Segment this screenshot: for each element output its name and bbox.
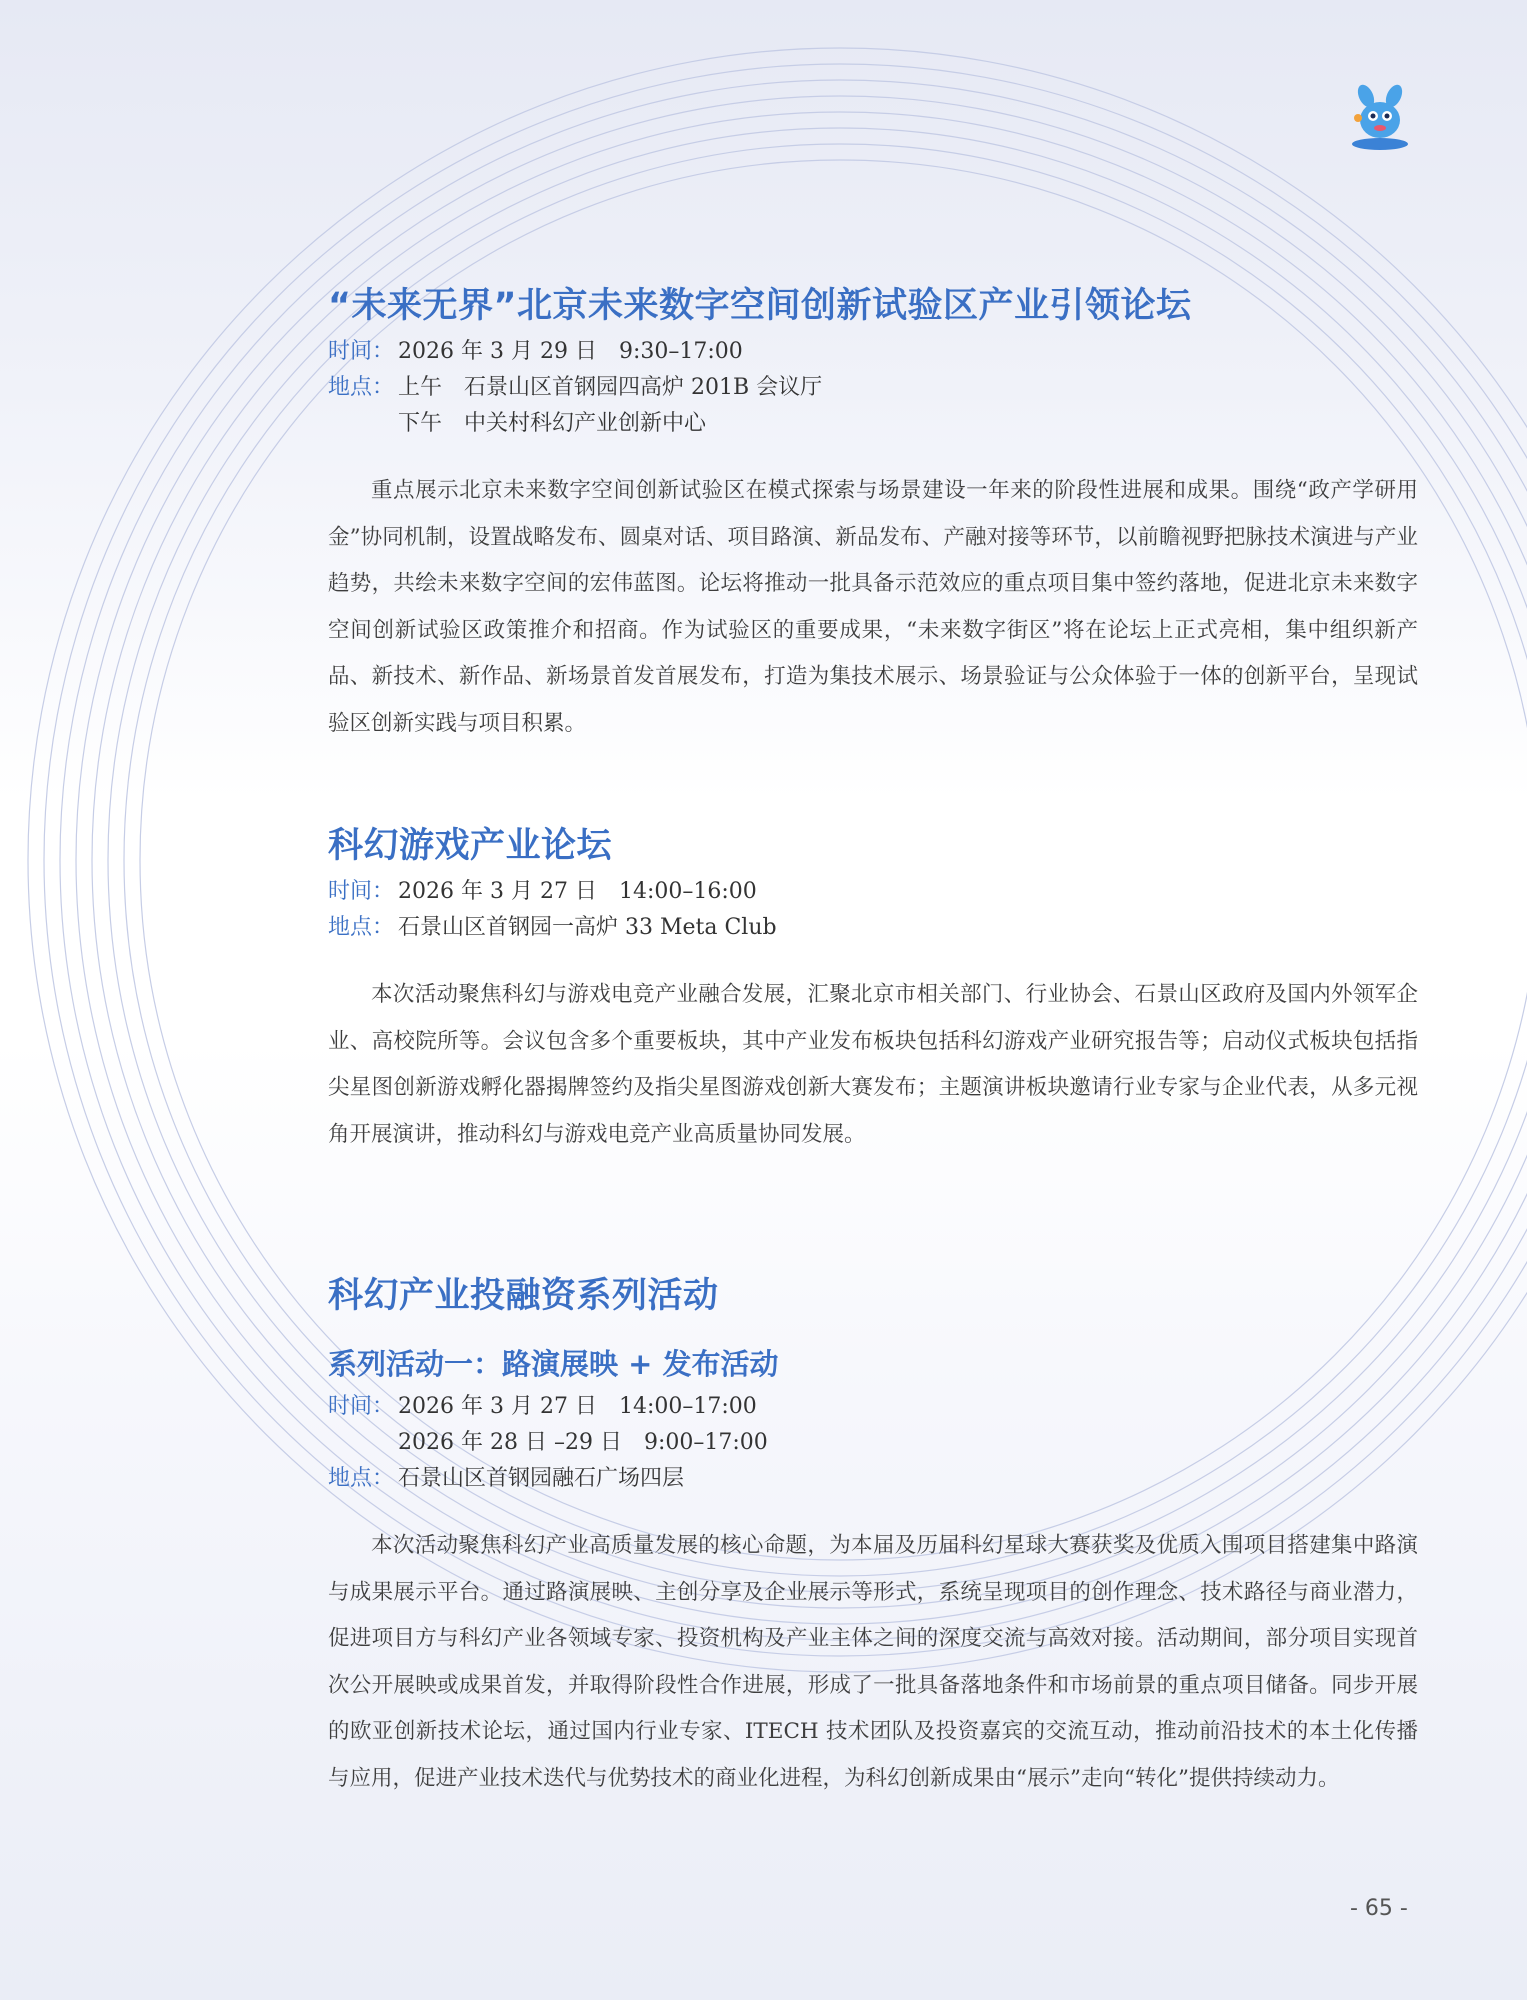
place-value: 石景山区首钢园融石广场四层 (398, 1466, 685, 1491)
place-value: 石景山区首钢园一高炉 33 Meta Club (398, 915, 777, 940)
event-meta (328, 874, 1418, 946)
time-row (328, 1389, 1418, 1425)
place-row (328, 406, 1418, 442)
time-row (328, 1425, 1418, 1461)
time-value: 2026 年 3 月 27 日 14:00–17:00 (398, 1394, 757, 1419)
time-label: 时间： (328, 879, 395, 904)
place-value: 下午 中关村科幻产业创新中心 (398, 411, 707, 436)
section-body: 本次活动聚焦科幻与游戏电竞产业融合发展，汇聚北京市相关部门、行业协会、石景山区政府及国内外领军企业、高校院所等。会议包含多个重要板块，其中产业发布板块包括科幻游戏产业研究报告等；启动仪式板块包括指尖星图创新游戏孵化器揭牌签约及指尖星图游戏创新大赛发布；主题演讲板块邀请行业专家与企业代表，从多元视角开展演讲，推动科幻与游戏电竞产业高质量协同发展。 (328, 982, 1418, 1147)
event-meta (328, 334, 1418, 442)
section-title: 科幻产业投融资系列活动 (328, 1276, 719, 1316)
section-investment-series (328, 1268, 1418, 1802)
time-label: 时间： (328, 1394, 395, 1419)
place-value: 上午 石景山区首钢园四高炉 201B 会议厅 (398, 375, 823, 400)
place-row (328, 910, 1418, 946)
time-row (328, 334, 1418, 370)
time-value: 2026 年 28 日 –29 日 9:00–17:00 (398, 1430, 768, 1455)
place-label: 地点： (328, 375, 395, 400)
place-row (328, 370, 1418, 406)
section-title: 科幻游戏产业论坛 (328, 826, 613, 866)
place-label: 地点： (328, 1466, 395, 1491)
section-body: 重点展示北京未来数字空间创新试验区在模式探索与场景建设一年来的阶段性进展和成果。围绕“政产学研用金”协同机制，设置战略发布、圆桌对话、项目路演、新品发布、产融对接等环节，以前瞻视野把脉技术演进与产业趋势，共绘未来数字空间的宏伟蓝图。论坛将推动一批具备示范效应的重点项目集中签约落地，促进北京未来数字空间创新试验区政策推介和招商。作为试验区的重要成果，“未来数字街区”将在论坛上正式亮相，集中组织新产品、新技术、新作品、新场景首发首展发布，打造为集技术展示、场景验证与公众体验于一体的创新平台，呈现试验区创新实践与项目积累。 (328, 478, 1418, 736)
time-value: 2026 年 3 月 27 日 14:00–16:00 (398, 879, 757, 904)
section-forum-digital-space (328, 278, 1418, 747)
section-subtitle: 系列活动一：路演展映 + 发布活动 (328, 1347, 779, 1381)
place-label: 地点： (328, 915, 395, 940)
mascot-icon (1340, 78, 1420, 158)
section-body: 本次活动聚焦科幻产业高质量发展的核心命题，为本届及历届科幻星球大赛获奖及优质入围项目搭建集中路演与成果展示平台。通过路演展映、主创分享及企业展示等形式，系统呈现项目的创作理念、技术路径与商业潜力，促进项目方与科幻产业各领域专家、投资机构及产业主体之间的深度交流与高效对接。活动期间，部分项目实现首次公开展映或成果首发，并取得阶段性合作进展，形成了一批具备落地条件和市场前景的重点项目储备。同步开展的欧亚创新技术论坛，通过国内行业专家、ITECH 技术团队及投资嘉宾的交流互动，推动前沿技术的本土化传播与应用，促进产业技术迭代与优势技术的商业化进程，为科幻创新成果由“展示”走向“转化”提供持续动力。 (328, 1533, 1418, 1791)
time-row (328, 874, 1418, 910)
place-row (328, 1461, 1418, 1497)
time-value: 2026 年 3 月 29 日 9:30–17:00 (398, 339, 743, 364)
section-title: “未来无界”北京未来数字空间创新试验区产业引领论坛 (328, 286, 1192, 326)
section-game-forum (328, 818, 1418, 1158)
time-label: 时间： (328, 339, 395, 364)
event-meta (328, 1389, 1418, 1497)
page-number: - 65 - (1350, 1896, 1408, 1921)
